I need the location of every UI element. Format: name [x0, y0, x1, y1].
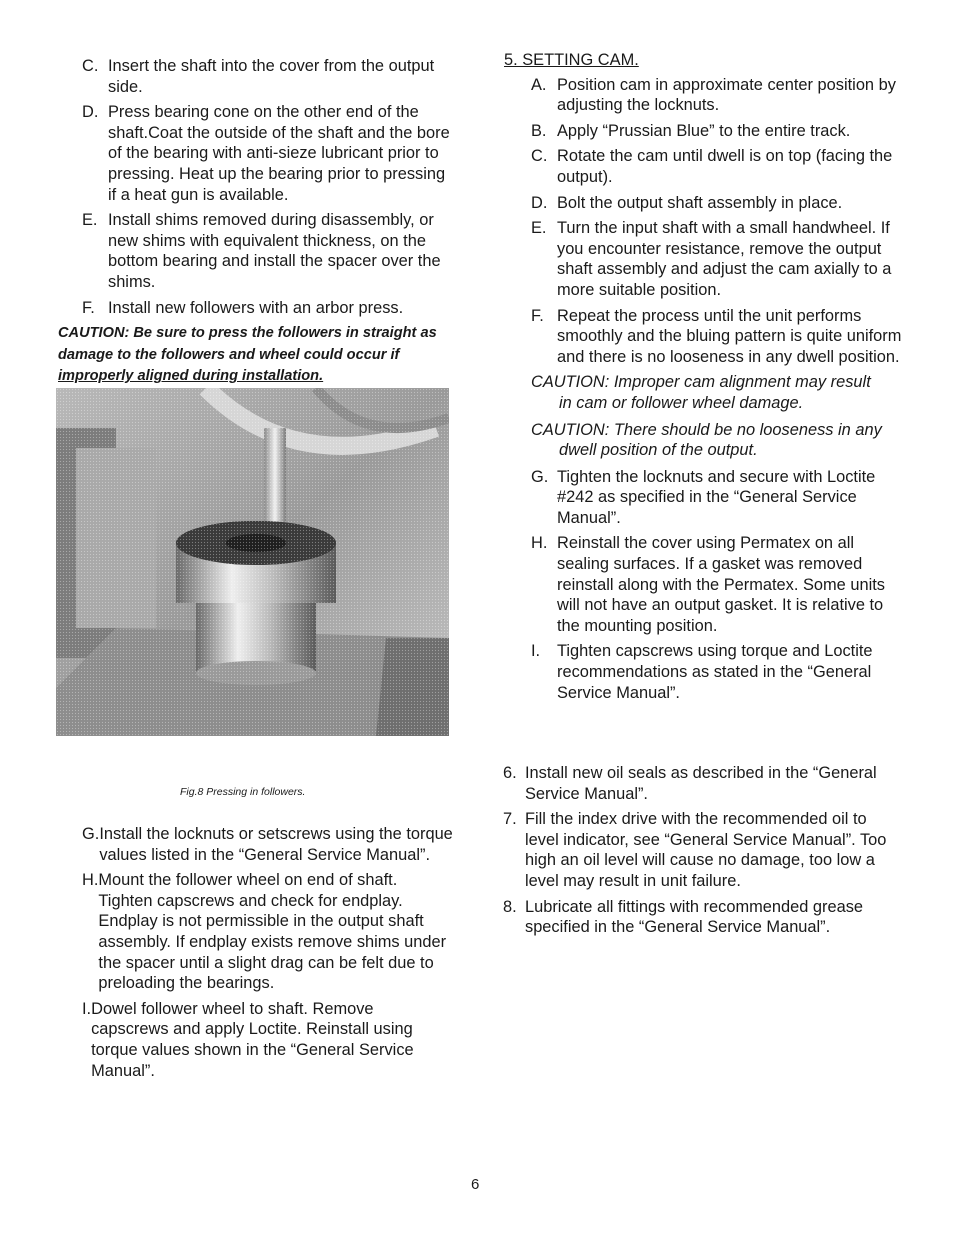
list-item	[531, 75, 903, 116]
list-item	[531, 306, 903, 368]
item-label: E.	[531, 219, 547, 238]
item-text: Insert the shaft into the cover from the output side.	[108, 57, 435, 96]
caution-1-rest: in cam or follower wheel damage.	[559, 393, 804, 412]
list-item	[531, 193, 903, 214]
list-item	[82, 824, 454, 865]
list-item	[531, 533, 903, 636]
item-text: Install new followers with an arbor press.	[108, 298, 404, 317]
item-text: Position cam in approximate center position by adjusting the locknuts.	[557, 75, 896, 115]
left-column-bottom	[82, 824, 454, 1086]
caution-bold-line1: CAUTION: Be sure to press the followers in straight as damage to the followers and wheel could occur if	[58, 325, 437, 363]
list-item	[531, 467, 903, 529]
item-text: Turn the input shaft with a small handwheel. If you encounter resistance, remove the output shaft assembly and adjust the cam axially to a more suitable position.	[557, 219, 892, 299]
caution-bold-line2: improperly aligned during installation.	[58, 368, 324, 385]
right-column-bottom	[503, 763, 903, 943]
item-label: I.	[531, 642, 541, 661]
item-text: Install the locknuts or setscrews using the torque values listed in the “General Service Manual”.	[99, 825, 453, 864]
list-item	[503, 809, 903, 891]
item-label: I.	[82, 999, 92, 1018]
caution-2-rest: dwell position of the output.	[559, 441, 758, 460]
list-item	[82, 298, 454, 319]
list-item	[531, 121, 903, 142]
section-title: 5. SETTING CAM.	[504, 51, 639, 69]
item-label: 6.	[503, 764, 517, 782]
page-number: 6	[471, 1176, 480, 1193]
list-item	[82, 102, 454, 205]
item-text: Tighten the locknuts and secure with Loctite #242 as specified in the “General Service Manual”.	[557, 467, 876, 527]
list-item	[531, 146, 903, 187]
item-label: G.	[531, 467, 549, 486]
item-label: F.	[531, 306, 544, 325]
left-column-top	[58, 56, 454, 388]
list-item	[531, 641, 903, 703]
list-item	[82, 870, 454, 994]
item-label: 7.	[503, 810, 517, 829]
item-label: F.	[82, 298, 95, 317]
caution-1-first: CAUTION: Improper cam alignment may result	[531, 373, 871, 392]
item-label: D.	[82, 103, 99, 122]
item-text: Reinstall the cover using Permatex on all sealing surfaces. If a gasket was removed reinstall along with the Permatex. Some units will not have an output gasket. It is relative to the mounting position.	[557, 534, 885, 635]
item-label: H.	[531, 534, 548, 553]
item-text: Dowel follower wheel to shaft. Remove capscrews and apply Loctite. Reinstall using torque values shown in the “General Service Manual”.	[91, 999, 414, 1080]
figure-photo-pressing-followers	[56, 388, 449, 736]
item-label: E.	[82, 211, 98, 230]
item-text: Repeat the process until the unit performs smoothly and the bluing pattern is quite uniform and there is no looseness in any dwell position.	[557, 306, 902, 366]
item-label: A.	[531, 75, 547, 94]
list-item	[503, 763, 903, 804]
caution-note-2	[531, 420, 903, 461]
caution-note-bold	[58, 323, 454, 388]
list-item	[503, 897, 903, 938]
item-text: Install new oil seals as described in the “General Service Manual”.	[525, 764, 877, 803]
item-label: D.	[531, 193, 548, 212]
item-label: C.	[82, 57, 99, 75]
figure-caption: Fig.8 Pressing in followers.	[180, 786, 306, 798]
item-text: Rotate the cam until dwell is on top (facing the output).	[557, 147, 893, 186]
list-item	[82, 999, 454, 1081]
list-item	[531, 218, 903, 300]
list-item	[82, 210, 454, 292]
right-column-section5	[503, 50, 903, 708]
item-label: B.	[531, 121, 547, 140]
item-label: H.	[82, 871, 99, 890]
item-text: Lubricate all fittings with recommended grease specified in the “General Service Manual”.	[525, 897, 864, 937]
item-text: Install shims removed during disassembly, or new shims with equivalent thickness, on the bottom bearing and install the spacer over the shims.	[108, 211, 441, 291]
item-label: G.	[82, 825, 100, 843]
photo-illustration	[56, 388, 449, 736]
item-label: C.	[531, 147, 548, 166]
item-text: Press bearing cone on the other end of the shaft.Coat the outside of the shaft and the bore of the bearing with anti-sieze lubricant prior to pressing. Heat up the bearing prior to pressing if a heat gun is available.	[108, 103, 450, 204]
item-text: Bolt the output shaft assembly in place.	[557, 193, 843, 212]
caution-2-first: CAUTION: There should be no looseness in any	[531, 420, 882, 439]
item-label: 8.	[503, 897, 517, 916]
item-text: Fill the index drive with the recommended oil to level indicator, see “General Service Manual”. Too high an oil level will cause no damage, too low a level may result in unit failure.	[525, 810, 887, 890]
list-item	[82, 56, 454, 97]
caution-note-1	[531, 372, 903, 413]
item-text: Apply “Prussian Blue” to the entire track.	[557, 121, 851, 140]
item-text: Tighten capscrews using torque and Loctite recommendations as stated in the “General Service Manual”.	[557, 642, 873, 702]
item-text: Mount the follower wheel on end of shaft. Tighten capscrews and check for endplay. Endplay is not permissible in the output shaft assembly. If endplay exists remove shims under the spacer until a slight drag can be felt due to preloading the bearings.	[98, 871, 447, 993]
